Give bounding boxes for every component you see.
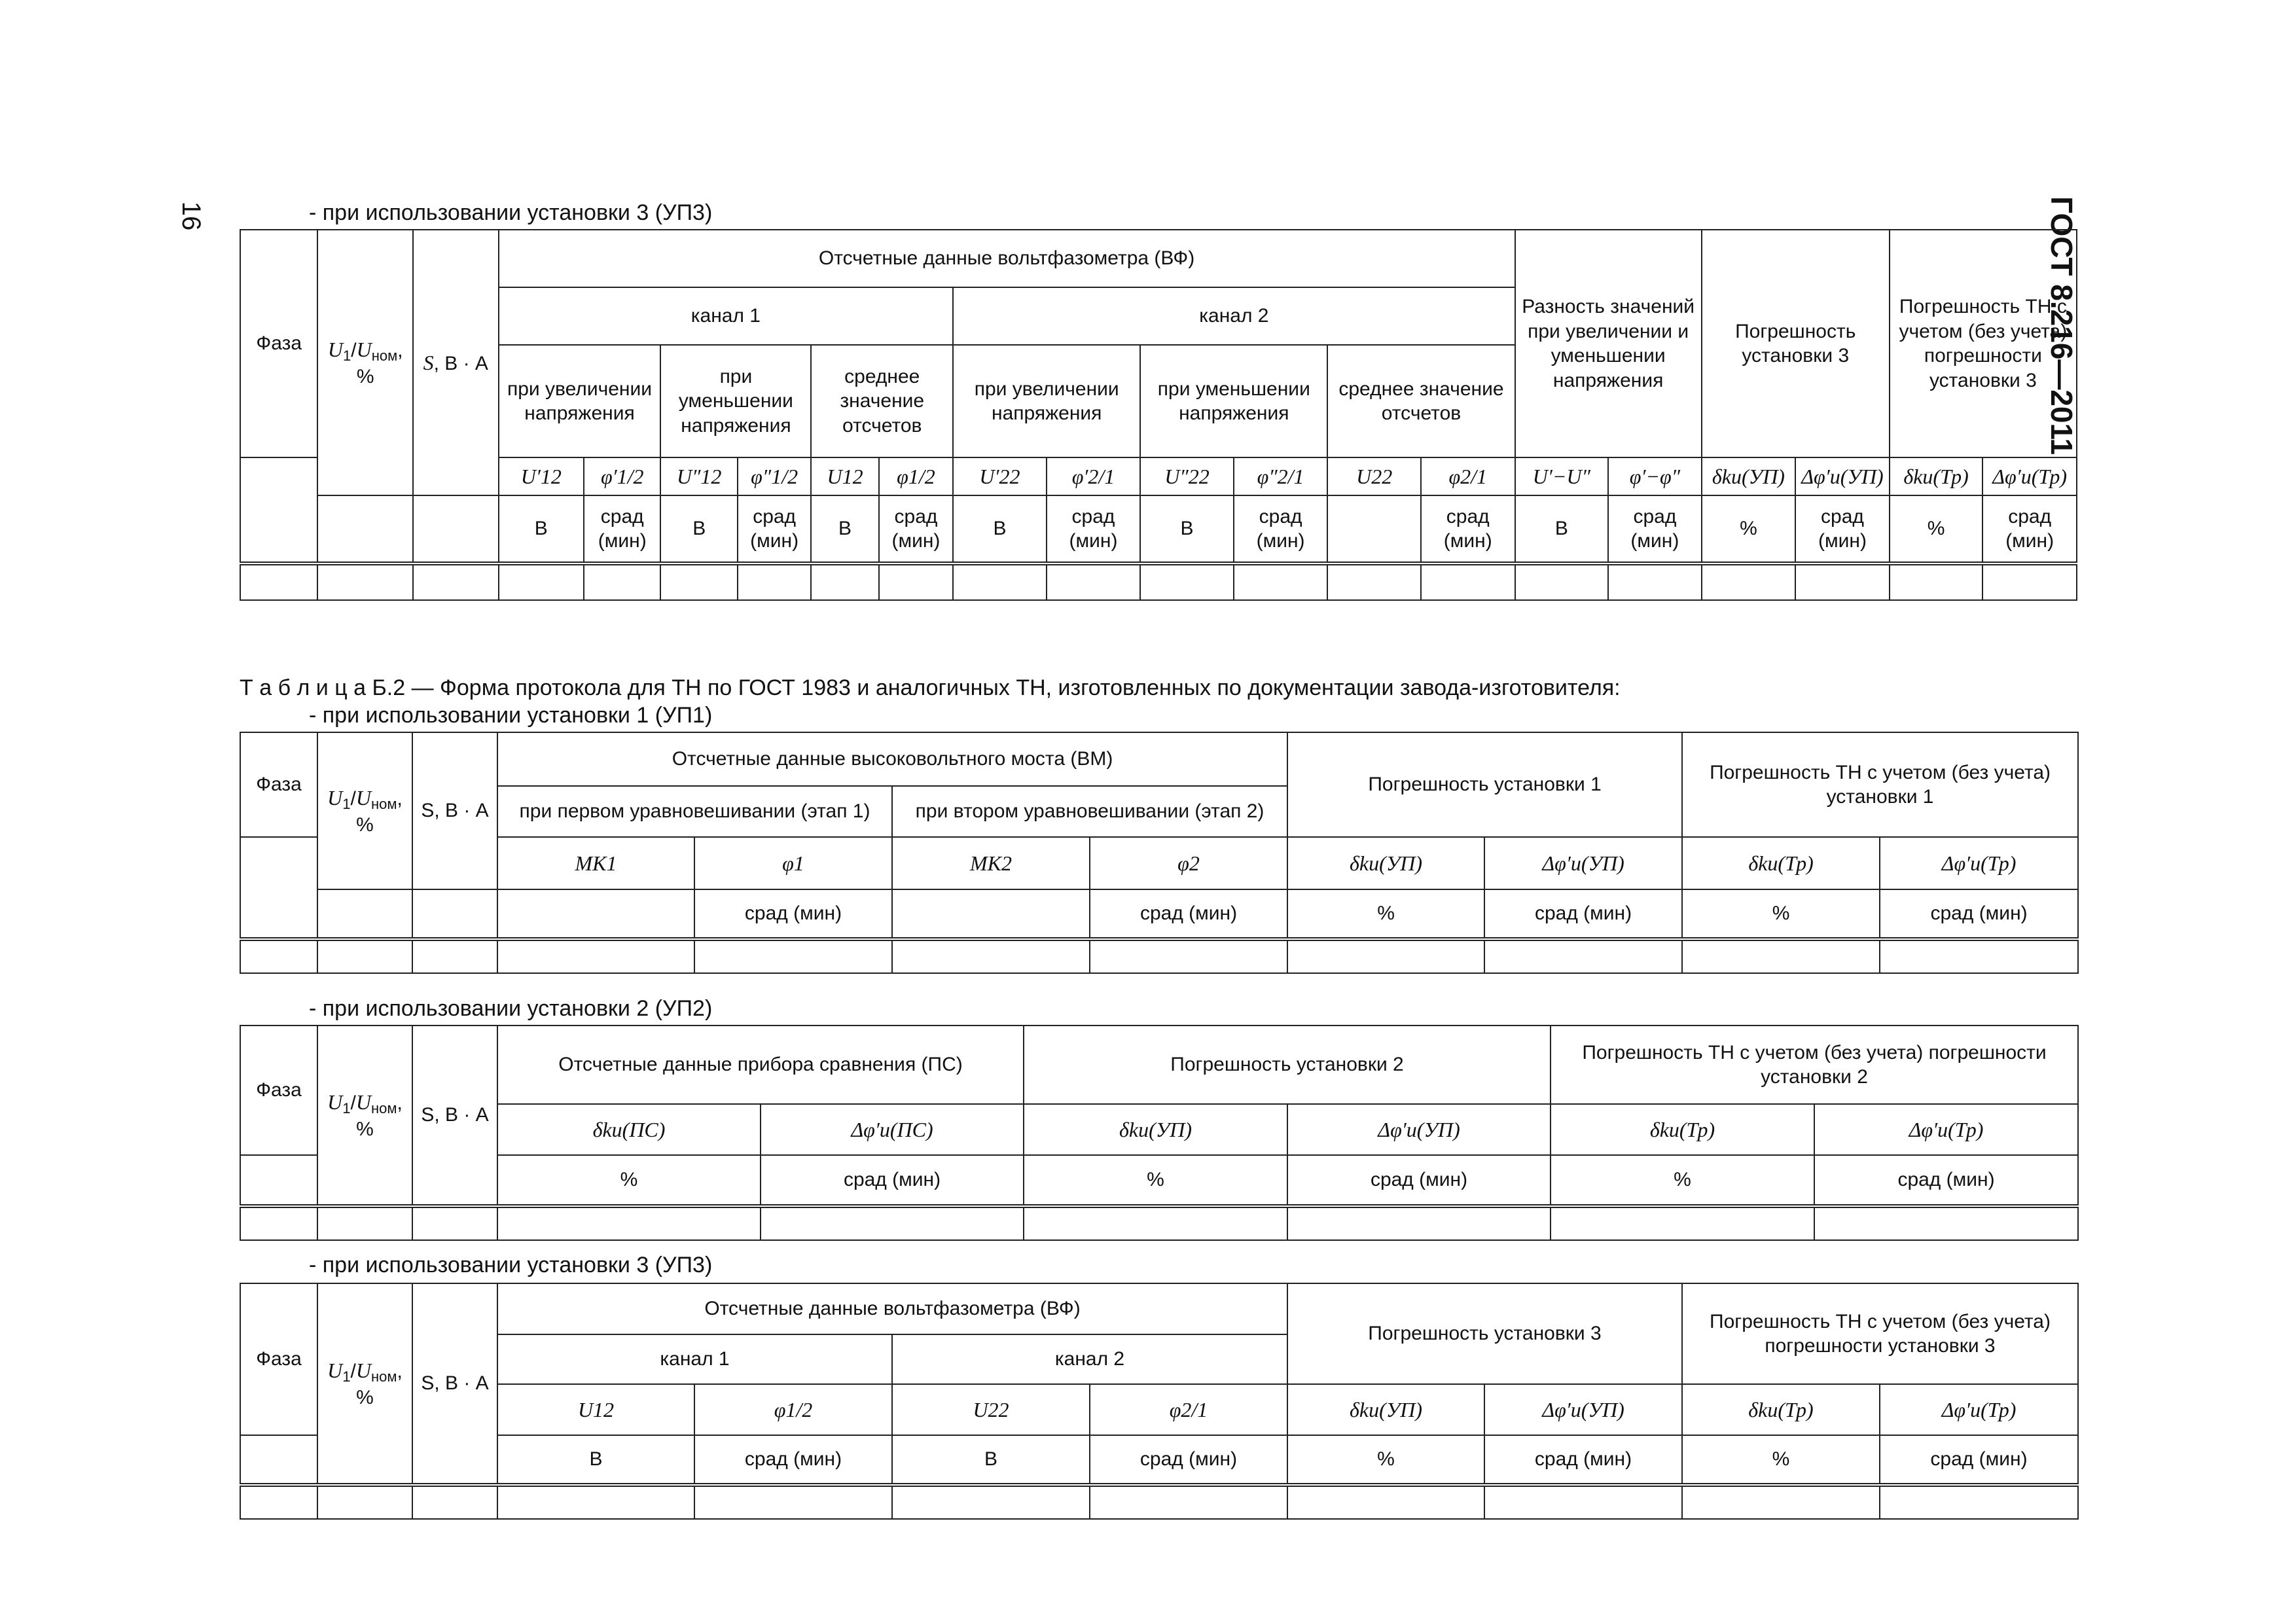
symbol-cell: δku(Тр) — [1682, 1384, 1880, 1435]
symbol-cell: Δφ′u(Тр) — [1880, 1384, 2078, 1435]
data-cell — [499, 563, 584, 600]
data-cell — [1880, 1485, 2078, 1519]
col-phase: Фаза — [240, 230, 317, 457]
err-setup3-header: Погрешность установки 3 — [1287, 1283, 1682, 1384]
data-cell — [317, 939, 412, 973]
unit-cell: срад (мин) — [879, 495, 953, 563]
unit-cell: срад (мин) — [1484, 889, 1682, 939]
data-cell — [412, 1206, 497, 1240]
caption-up3-bottom: - при использовании установки 3 (УП3) — [309, 1253, 713, 1277]
data-cell — [497, 939, 694, 973]
unit-cell: срад (мин) — [1421, 495, 1515, 563]
channel1-header: канал 1 — [499, 287, 954, 345]
err-tn-header: Погрешность ТН с учетом (без учета) погрешности установки 3 — [1890, 230, 2077, 457]
symbol-cell: δku(УП) — [1024, 1104, 1287, 1155]
data-cell — [240, 939, 317, 973]
data-cell — [738, 563, 811, 600]
data-cell — [953, 563, 1047, 600]
data-cell — [240, 1206, 317, 1240]
data-cell — [1682, 1485, 1880, 1519]
unit-cell: % — [1024, 1155, 1287, 1206]
unit-cell — [892, 889, 1090, 939]
symbol-cell: Δφ′u(УП) — [1287, 1104, 1551, 1155]
col-power: S, В · А — [413, 230, 499, 495]
unit-cell: % — [1702, 495, 1796, 563]
unit-cell: В — [953, 495, 1047, 563]
symbol-cell: Δφ′u(УП) — [1484, 1384, 1682, 1435]
symbol-cell: Δφ′u(Тр) — [1880, 837, 2078, 889]
symbol-cell: δku(УП) — [1287, 1384, 1484, 1435]
symbol-cell: Δφ′u(Тр) — [1982, 457, 2077, 495]
ch1-inc: при увеличении напряжения — [499, 345, 661, 457]
unit-cell: В — [811, 495, 878, 563]
unit-cell: срад (мин) — [1880, 889, 2078, 939]
unit-cell — [497, 889, 694, 939]
data-cell — [1682, 939, 1880, 973]
symbol-cell: φ″1/2 — [738, 457, 811, 495]
standard-code: ГОСТ 8.216—2011 — [2045, 196, 2079, 455]
unit-cell: В — [660, 495, 737, 563]
symbol-cell: δku(ПС) — [497, 1104, 761, 1155]
caption-up3-top: - при использовании установки 3 (УП3) — [309, 200, 713, 225]
symbol-cell: φ′−φ″ — [1608, 457, 1702, 495]
symbol-cell: U12 — [811, 457, 878, 495]
data-cell — [1551, 1206, 1814, 1240]
data-cell — [1047, 563, 1141, 600]
col-u-ratio: $U_1/U_{ном}$, % — [317, 230, 413, 495]
col-phase: Фаза — [240, 1283, 317, 1435]
unit-cell: В — [499, 495, 584, 563]
table-up1 — [240, 732, 2079, 974]
data-cell — [694, 1485, 892, 1519]
data-cell — [892, 1485, 1090, 1519]
err-setup1-header: Погрешность установки 1 — [1287, 732, 1682, 837]
symbol-cell: U′22 — [953, 457, 1047, 495]
col-phase: Фаза — [240, 732, 317, 837]
channel2-header: канал 2 — [892, 1334, 1287, 1384]
symbol-cell: δku(УП) — [1287, 837, 1484, 889]
unit-cell: В — [1515, 495, 1609, 563]
unit-cell: срад (мин) — [1090, 889, 1287, 939]
data-cell — [584, 563, 660, 600]
unit-cell: срад (мин) — [1814, 1155, 2078, 1206]
data-cell — [1140, 563, 1234, 600]
err-tn-header: Погрешность ТН с учетом (без учета) установки 1 — [1682, 732, 2078, 837]
symbol-cell: U12 — [497, 1384, 694, 1435]
col-u-ratio: $U_1/U_{ном}$, % — [317, 1283, 412, 1485]
ch2-inc: при увеличении напряжения — [953, 345, 1140, 457]
unit-cell: В — [1140, 495, 1234, 563]
data-cell — [1484, 1485, 1682, 1519]
table-b2-title: Т а б л и ц а Б.2 — Форма протокола для ТН по ГОСТ 1983 и аналогичных ТН, изготовленных по документации завода-изготовителя: — [240, 675, 1621, 700]
symbol-cell: φ2 — [1090, 837, 1287, 889]
ch2-avg: среднее значение отсчетов — [1327, 345, 1515, 457]
unit-cell: срад (мин) — [738, 495, 811, 563]
caption-up2: - при использовании установки 2 (УП2) — [309, 996, 713, 1021]
data-cell — [1024, 1206, 1287, 1240]
col-power: S, В · А — [412, 732, 497, 889]
group-vf-header: Отсчетные данные вольтфазометра (ВФ) — [497, 1283, 1287, 1334]
symbol-cell: Δφ′u(Тр) — [1814, 1104, 2078, 1155]
col-u-ratio: $U_1/U_{ном}$, % — [317, 732, 412, 889]
unit-cell: % — [1682, 1435, 1880, 1485]
unit-cell: срад (мин) — [1982, 495, 2077, 563]
data-cell — [1880, 939, 2078, 973]
ch1-dec: при уменьшении напряжения — [660, 345, 811, 457]
unit-cell: В — [497, 1435, 694, 1485]
group-bm-header: Отсчетные данные высоковольтного моста (ВМ) — [497, 732, 1287, 786]
ch1-avg: среднее значение отсчетов — [811, 345, 953, 457]
err-setup2-header: Погрешность установки 2 — [1024, 1026, 1551, 1104]
data-cell — [1090, 939, 1287, 973]
symbol-cell: φ1 — [694, 837, 892, 889]
unit-cell: срад (мин) — [1484, 1435, 1682, 1485]
ch2-dec: при уменьшении напряжения — [1140, 345, 1327, 457]
data-cell — [1287, 1206, 1551, 1240]
symbol-cell: δku(Тр) — [1551, 1104, 1814, 1155]
unit-cell: В — [892, 1435, 1090, 1485]
unit-cell: срад (мин) — [1795, 495, 1890, 563]
err-tn-header: Погрешность ТН с учетом (без учета) погрешности установки 2 — [1551, 1026, 2078, 1104]
data-cell — [660, 563, 737, 600]
symbol-cell: MK2 — [892, 837, 1090, 889]
unit-cell: срад (мин) — [1880, 1435, 2078, 1485]
symbol-cell: Δφ′u(ПС) — [761, 1104, 1024, 1155]
data-cell — [694, 939, 892, 973]
unit-cell: срад (мин) — [694, 889, 892, 939]
data-cell — [1287, 1485, 1484, 1519]
symbol-cell: φ2/1 — [1421, 457, 1515, 495]
symbol-cell: Δφ′u(УП) — [1484, 837, 1682, 889]
data-cell — [412, 939, 497, 973]
unit-cell — [1327, 495, 1421, 563]
col-u-ratio: $U_1/U_{ном}$, % — [317, 1026, 412, 1206]
data-cell — [1327, 563, 1421, 600]
data-cell — [761, 1206, 1024, 1240]
unit-cell: срад (мин) — [1287, 1155, 1551, 1206]
data-cell — [1982, 563, 2077, 600]
diff-header: Разность значений при увеличении и уменьшении напряжения — [1515, 230, 1702, 457]
symbol-cell: Δφ′u(УП) — [1795, 457, 1890, 495]
data-cell — [1890, 563, 1983, 600]
col-phase: Фаза — [240, 1026, 317, 1155]
channel2-header: канал 2 — [953, 287, 1515, 345]
channel1-header: канал 1 — [497, 1334, 892, 1384]
unit-cell: срад (мин) — [694, 1435, 892, 1485]
symbol-cell: U″22 — [1140, 457, 1234, 495]
data-cell — [317, 1206, 412, 1240]
data-cell — [240, 1485, 317, 1519]
data-cell — [317, 563, 413, 600]
col-power: S, В · А — [412, 1026, 497, 1206]
symbol-cell: δku(УП) — [1702, 457, 1796, 495]
stage1-header: при первом уравновешивании (этап 1) — [497, 786, 892, 837]
stage2-header: при втором уравновешивании (этап 2) — [892, 786, 1287, 837]
data-cell — [1702, 563, 1796, 600]
data-cell — [1234, 563, 1328, 600]
symbol-cell: φ1/2 — [879, 457, 953, 495]
symbol-cell: φ1/2 — [694, 1384, 892, 1435]
unit-cell: срад (мин) — [1608, 495, 1702, 563]
data-cell — [497, 1206, 761, 1240]
unit-cell: % — [497, 1155, 761, 1206]
page-number: 16 — [177, 201, 206, 231]
symbol-cell: MK1 — [497, 837, 694, 889]
table-up3-bottom — [240, 1283, 2079, 1520]
col-power: S, В · А — [412, 1283, 497, 1485]
data-cell — [240, 563, 317, 600]
caption-up1: - при использовании установки 1 (УП1) — [309, 703, 713, 728]
data-cell — [1287, 939, 1484, 973]
unit-cell: % — [1890, 495, 1983, 563]
symbol-cell: φ″2/1 — [1234, 457, 1328, 495]
err-setup3-header: Погрешность установки 3 — [1702, 230, 1890, 457]
data-cell — [317, 1485, 412, 1519]
unit-cell: срад (мин) — [761, 1155, 1024, 1206]
group-ps-header: Отсчетные данные прибора сравнения (ПС) — [497, 1026, 1024, 1104]
unit-cell: срад (мин) — [1234, 495, 1328, 563]
unit-cell: срад (мин) — [1090, 1435, 1287, 1485]
data-cell — [1515, 563, 1609, 600]
table-up2 — [240, 1025, 2079, 1241]
symbol-cell: U22 — [892, 1384, 1090, 1435]
data-cell — [1814, 1206, 2078, 1240]
symbol-cell: φ′2/1 — [1047, 457, 1141, 495]
unit-cell: % — [1551, 1155, 1814, 1206]
data-cell — [497, 1485, 694, 1519]
unit-cell: % — [1287, 1435, 1484, 1485]
symbol-cell: U′12 — [499, 457, 584, 495]
group-vf-header: Отсчетные данные вольтфазометра (ВФ) — [499, 230, 1515, 287]
data-cell — [413, 563, 499, 600]
symbol-cell: δku(Тр) — [1682, 837, 1880, 889]
data-cell — [1090, 1485, 1287, 1519]
symbol-cell: δku(Тр) — [1890, 457, 1983, 495]
unit-cell: % — [1287, 889, 1484, 939]
data-cell — [1608, 563, 1702, 600]
symbol-cell: φ2/1 — [1090, 1384, 1287, 1435]
data-cell — [811, 563, 878, 600]
symbol-cell: U′−U″ — [1515, 457, 1609, 495]
symbol-cell: φ′1/2 — [584, 457, 660, 495]
data-cell — [412, 1485, 497, 1519]
data-cell — [1484, 939, 1682, 973]
err-tn-header: Погрешность ТН с учетом (без учета) погрешности установки 3 — [1682, 1283, 2078, 1384]
data-cell — [892, 939, 1090, 973]
table-up3-top — [240, 229, 2077, 601]
symbol-cell: U″12 — [660, 457, 737, 495]
unit-cell: срад (мин) — [584, 495, 660, 563]
data-cell — [1421, 563, 1515, 600]
data-cell — [1795, 563, 1890, 600]
symbol-cell: U22 — [1327, 457, 1421, 495]
unit-cell: срад (мин) — [1047, 495, 1141, 563]
data-cell — [879, 563, 953, 600]
unit-cell: % — [1682, 889, 1880, 939]
